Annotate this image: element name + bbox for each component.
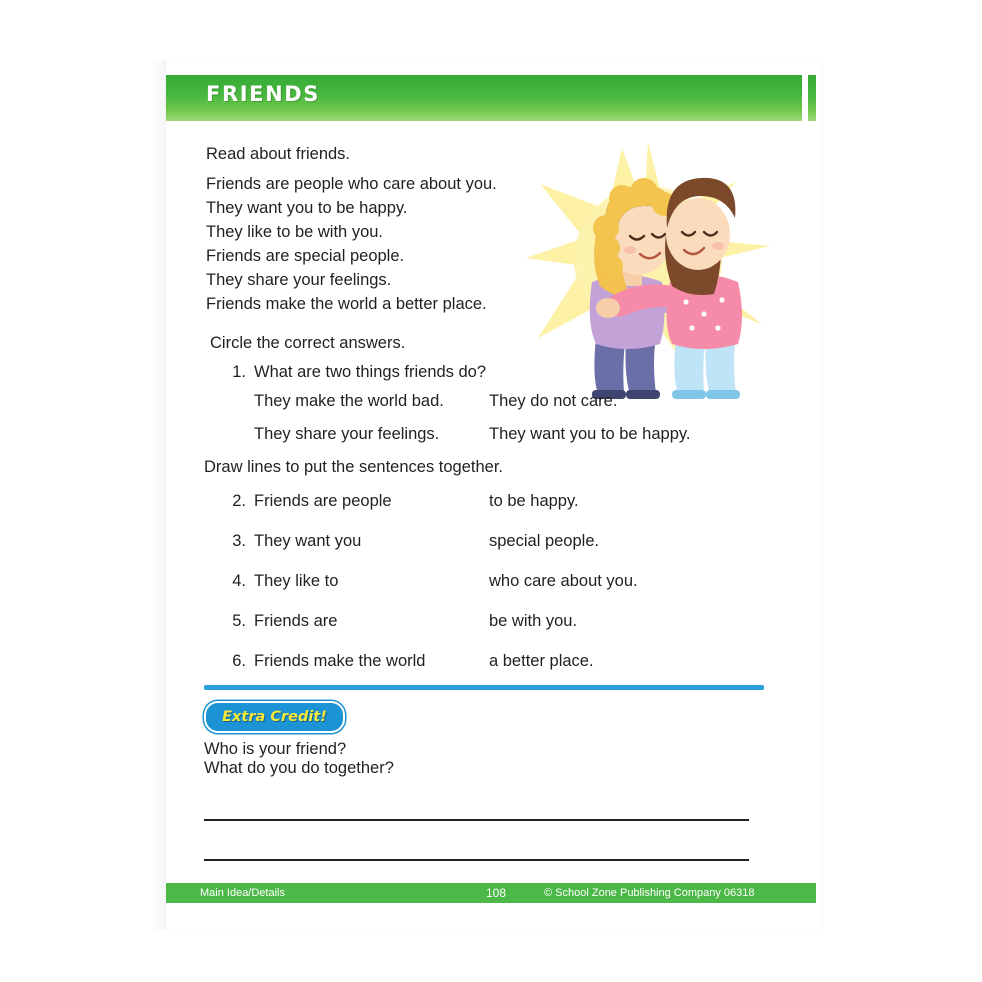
option-choice[interactable]: They make the world bad. — [254, 392, 444, 410]
question-1-options-row-1 — [224, 392, 784, 425]
extra-credit-prompt-line-1: Who is your friend? — [204, 740, 347, 758]
matching-row — [224, 612, 804, 652]
answer-write-line[interactable] — [204, 819, 749, 821]
matching-row — [224, 532, 804, 572]
answer-write-line[interactable] — [204, 859, 749, 861]
question-1-options-row-2 — [224, 425, 784, 458]
option-choice[interactable]: They do not care. — [489, 392, 618, 410]
matching-number: 3. — [232, 532, 246, 550]
matching-left-text[interactable]: Friends are people — [254, 492, 392, 510]
passage-2-line-2: They share your feelings. — [206, 271, 392, 289]
matching-number: 2. — [232, 492, 246, 510]
matching-right-text[interactable]: who care about you. — [489, 572, 638, 590]
matching-list — [224, 492, 804, 692]
matching-number: 5. — [232, 612, 246, 630]
worksheet-sheet — [166, 60, 822, 932]
footer-skill-label: Main Idea/Details — [200, 887, 285, 899]
question-1-number: 1. — [232, 363, 246, 381]
passage-paragraph-2 — [206, 244, 487, 316]
passage-2-line-3: Friends make the world a better place. — [206, 295, 487, 313]
question-1-text: What are two things friends do? — [254, 363, 487, 381]
matching-left-text[interactable]: They like to — [254, 572, 339, 590]
extra-credit-badge — [204, 701, 345, 733]
question-1-block — [224, 363, 784, 458]
matching-right-text[interactable]: special people. — [489, 532, 600, 550]
matching-row — [224, 492, 804, 532]
extra-credit-prompt — [204, 740, 394, 778]
extra-credit-prompt-line-2: What do you do together? — [204, 759, 394, 777]
header-banner-gap — [802, 75, 808, 121]
passage-paragraph-1 — [206, 172, 497, 244]
passage-2-line-1: Friends are special people. — [206, 247, 405, 265]
option-choice[interactable]: They want you to be happy. — [489, 425, 691, 443]
page-title: FRIENDS — [206, 82, 321, 106]
matching-right-text[interactable]: be with you. — [489, 612, 578, 630]
matching-row — [224, 572, 804, 612]
matching-number: 4. — [232, 572, 246, 590]
passage-1-line-3: They like to be with you. — [206, 223, 384, 241]
extra-credit-label: Extra Credit! — [222, 709, 327, 725]
option-choice[interactable]: They share your feelings. — [254, 425, 440, 443]
passage-1-line-1: Friends are people who care about you. — [206, 175, 497, 193]
question-1-row — [224, 363, 784, 392]
instruction-read: Read about friends. — [206, 145, 351, 163]
section-divider — [204, 685, 764, 690]
footer-copyright: © School Zone Publishing Company 06318 — [544, 887, 755, 899]
matching-left-text[interactable]: Friends make the world — [254, 652, 426, 670]
matching-number: 6. — [232, 652, 246, 670]
matching-left-text[interactable]: Friends are — [254, 612, 338, 630]
passage-1-line-2: They want you to be happy. — [206, 199, 408, 217]
footer-page-number: 108 — [485, 886, 507, 900]
matching-right-text[interactable]: a better place. — [489, 652, 594, 670]
instruction-circle: Circle the correct answers. — [210, 334, 406, 352]
matching-left-text[interactable]: They want you — [254, 532, 362, 550]
instruction-draw-lines: Draw lines to put the sentences together. — [204, 458, 504, 476]
matching-right-text[interactable]: to be happy. — [489, 492, 579, 510]
